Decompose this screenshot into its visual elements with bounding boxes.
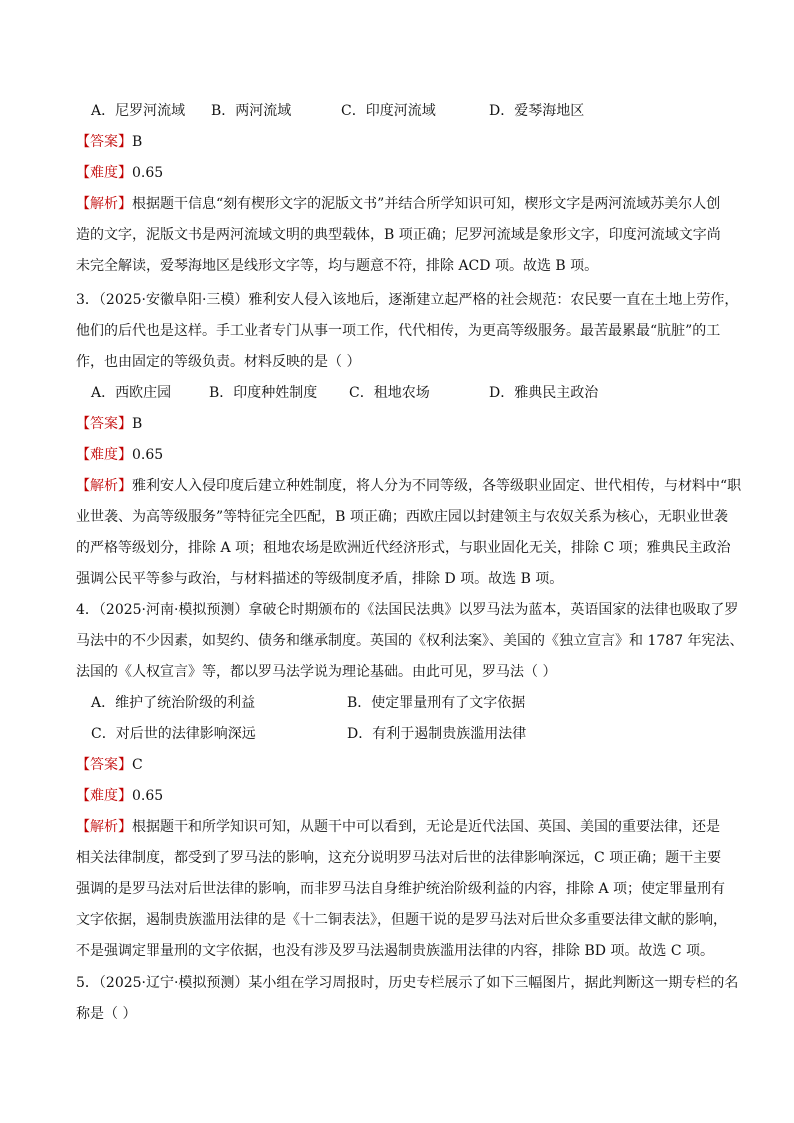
difficulty-tag: 【难度】 <box>76 788 132 804</box>
analysis-line: 的严格等级划分，排除 A 项；租地农场是欧洲近代经济形式，与职业固化无关，排除 C 项；雅典民主政治 <box>76 540 731 556</box>
answer-tag: 【答案】 <box>76 757 132 773</box>
difficulty-line <box>76 781 718 812</box>
difficulty-tag: 【难度】 <box>76 165 132 181</box>
option-d: D．爱琴海地区 <box>489 103 585 119</box>
analysis <box>76 812 727 967</box>
stem-line: 他们的后代也是这样。手工业者专门从事一项工作，代代相传，为更高等级服务。最苦最累最“肮脏”的工 <box>76 323 721 339</box>
option-c: C．租地农场 <box>349 385 430 401</box>
question-stem <box>76 595 744 688</box>
answer-value: B <box>132 416 143 432</box>
answer-line <box>76 750 718 781</box>
analysis-line: 【解析】根据题干和所学知识可知，从题干中可以看到，无论是近代法国、英国、美国的重要法律，还是 <box>76 819 720 835</box>
stem-line: 作，也由固定的等级负责。材料反映的是（ ） <box>76 354 361 370</box>
analysis-line: 不是强调定罪量刑的文字依据，也没有涉及罗马法遏制贵族滥用法律的内容，排除 BD 项。故选 C 项。 <box>76 943 715 959</box>
question-4 <box>76 595 744 967</box>
option-a: A．西欧庄园 <box>91 385 172 401</box>
difficulty-value: 0.65 <box>132 165 164 181</box>
analysis-line: 文字依据，遏制贵族滥用法律的是《十二铜表法》，但题干说的是罗马法对后世众多重要法律文献的影响， <box>76 912 727 928</box>
stem-line: 5．（2025·辽宁·模拟预测）某小组在学习周报时，历史专栏展示了如下三幅图片，据此判断这一期专栏的名 <box>76 975 739 991</box>
option-a: A．维护了统治阶级的利益 <box>91 695 256 711</box>
difficulty-value: 0.65 <box>132 788 164 804</box>
answer-tag: 【答案】 <box>76 134 132 150</box>
analysis-line: 相关法律制度，都受到了罗马法的影响，这充分说明罗马法对后世的法律影响深远，C 项正确；题干主要 <box>76 850 722 866</box>
option-c: C．对后世的法律影响深远 <box>91 726 256 742</box>
analysis-line: 业世袭、为高等级服务”等特征完全匹配，B 项正确；西欧庄园以封建领主与农奴关系为核心，无职业世袭 <box>76 509 728 525</box>
analysis-line: 【解析】雅利安人入侵印度后建立种姓制度，将人分为不同等级，各等级职业固定、世代相传，与材料中“职 <box>76 478 742 494</box>
analysis <box>76 471 742 595</box>
question-stem <box>76 968 739 1030</box>
difficulty-value: 0.65 <box>132 447 164 463</box>
stem-line: 马法中的不少因素，如契约、债务和继承制度。英国的《权利法案》、美国的《独立宣言》和 1787 年宪法、 <box>76 633 744 649</box>
analysis-tag: 【解析】 <box>76 196 132 212</box>
stem-line: 4．（2025·河南·模拟预测）拿破仑时期颁布的《法国民法典》以罗马法为蓝本，英语国家的法律也吸取了罗 <box>76 602 739 618</box>
option-b: B．印度种姓制度 <box>209 385 318 401</box>
question-2 <box>76 96 721 282</box>
options-row <box>76 688 718 719</box>
stem-line: 法国的《人权宣言》等，都以罗马法学说为理论基础。由此可见，罗马法（ ） <box>76 664 557 680</box>
options-row <box>76 96 718 127</box>
question-stem <box>76 285 739 378</box>
difficulty-line <box>76 158 718 189</box>
option-c: C．印度河流域 <box>341 103 436 119</box>
answer-value: C <box>132 757 143 773</box>
option-b: B．两河流域 <box>211 103 292 119</box>
analysis-line: 造的文字，泥版文书是两河流域文明的典型载体，B 项正确；尼罗河流域是象形文字，印度河流域文字尚 <box>76 227 721 243</box>
option-a: A．尼罗河流域 <box>91 103 186 119</box>
analysis-line: 强调的是罗马法对后世法律的影响，而非罗马法自身维护统治阶级利益的内容，排除 A 项；使定罪量刑有 <box>76 881 726 897</box>
analysis-line: 未完全解读，爱琴海地区是线形文字等，均与题意不符，排除 ACD 项。故选 B 项。 <box>76 258 599 274</box>
answer-tag: 【答案】 <box>76 416 132 432</box>
answer-line <box>76 127 718 158</box>
analysis-line: 强调公民平等参与政治，与材料描述的等级制度矛盾，排除 D 项。故选 B 项。 <box>76 571 564 587</box>
stem-line: 3．（2025·安徽阜阳·三模）雅利安人侵入该地后，逐渐建立起严格的社会规范：农民要一直在土地上劳作， <box>76 292 739 308</box>
option-d: D．有利于遏制贵族滥用法律 <box>347 726 527 742</box>
analysis-line: 【解析】根据题干信息“刻有楔形文字的泥版文书”并结合所学知识可知，楔形文字是两河流域苏美尔人创 <box>76 196 721 212</box>
difficulty-line <box>76 440 718 471</box>
analysis <box>76 189 721 282</box>
stem-line: 称是（ ） <box>76 1006 137 1022</box>
answer-line <box>76 409 718 440</box>
option-d: D．雅典民主政治 <box>489 385 599 401</box>
analysis-tag: 【解析】 <box>76 478 132 494</box>
options-row <box>76 719 718 750</box>
options-row <box>76 378 718 409</box>
option-b: B．使定罪量刑有了文字依据 <box>347 695 526 711</box>
difficulty-tag: 【难度】 <box>76 447 132 463</box>
question-3 <box>76 285 742 595</box>
analysis-tag: 【解析】 <box>76 819 132 835</box>
answer-value: B <box>132 134 143 150</box>
question-5 <box>76 968 739 1030</box>
